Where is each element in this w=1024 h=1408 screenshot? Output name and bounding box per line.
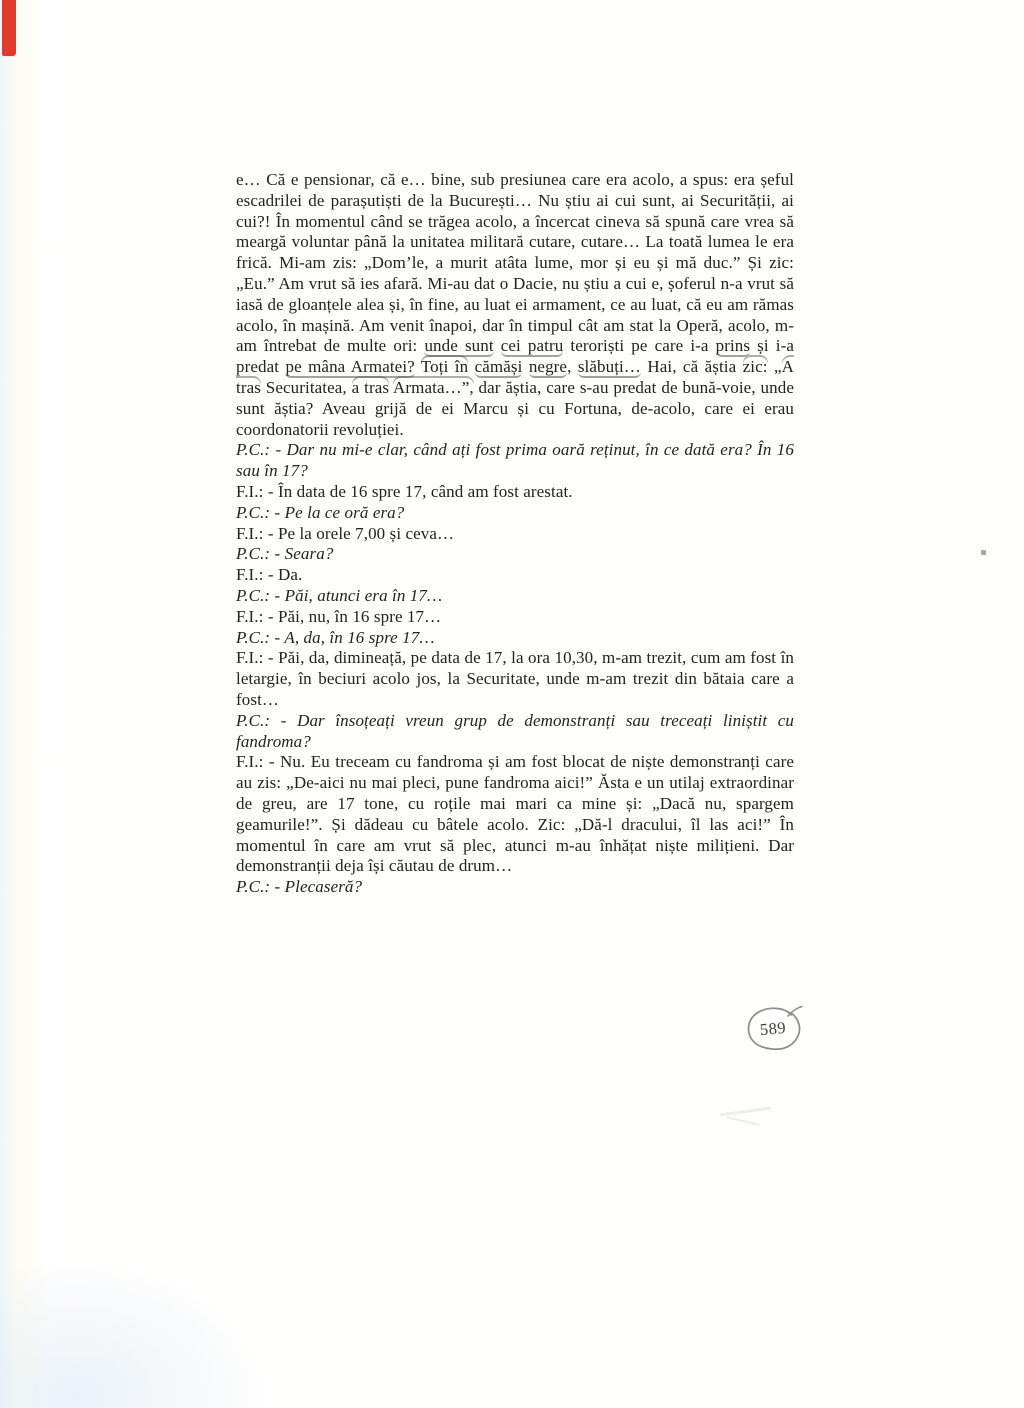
paragraph bbox=[236, 711, 794, 753]
pencil-underlined-text: unde sunt bbox=[424, 336, 494, 356]
pencil-underlined-text: slăbuți… bbox=[577, 357, 641, 377]
text-run: P.C.: - A, da, în 16 spre 17… bbox=[236, 627, 435, 647]
text-run: e… Că e pensionar, că e… bine, sub presiunea care era acolo, a spus: era șeful escadrilei de parașutiști de la București… Nu știu ai cui sunt, ai Securității, ai cui?! În momentul când se trăgea acolo, a încercat cineva să spună care vrea să meargă voluntar până la unitatea militară cutare, cutare… La toată lumea le era frică. Mi-am zis: „Dom’le, a murit atâta lume, mor și eu și mă duc.” Și zic: „Eu.” Am vrut să ies afară. Mi-au dat o Dacie, nu știu a cui e, șoferul n-a vrut să iasă de gloanțele alea și, în fine, au luat ei armament, ce au luat, că eu am rămas acolo, în mașină. Am venit înapoi, dar în timpul cât am stat la Operă, acolo, m-am întrebat de multe ori: bbox=[236, 170, 794, 356]
pencil-underlined-text: negre bbox=[528, 357, 568, 377]
text-run: Hai, că ăștia bbox=[640, 357, 743, 377]
text-run: F.I.: - Nu. Eu treceam cu fandroma și am fost blocat de niște demonstranți care au zis: „De-aici nu mai pleci, pune fandroma aici!” Ăsta e un utilaj extraordinar de greu, are 17 tone, cu roțile mai mari ca mine și: „Dacă nu, spargem geamurile!”. Și dădeau cu bâtele acolo. Zic: „Dă-l dracului, îl las aci!” În momentul în care am vrut să plec, atunci m-au înhățat niște milițieni. Dar demonstranții deja își căutau de drum… bbox=[236, 752, 794, 876]
pencil-underlined-text: cei patru bbox=[500, 336, 564, 356]
red-edge-mark bbox=[2, 0, 16, 56]
text-run: teroriști pe care i-a bbox=[563, 336, 716, 356]
text-run: P.C.: - Păi, atunci era în 17… bbox=[236, 585, 443, 605]
text-run: P.C.: - Dar nu mi-e clar, când ați fost prima oară reținut, în ce dată era? În 16 sau în 17? bbox=[236, 440, 794, 481]
pencil-underlined-text: pe mâna Armatei? bbox=[285, 357, 415, 377]
paragraph bbox=[236, 752, 794, 877]
text-run bbox=[494, 336, 501, 355]
text-run: Securitatea, bbox=[260, 377, 352, 397]
text-run: „ bbox=[767, 357, 782, 377]
text-run: dar ăștia, care s-au predat de bună-voie, unde sunt ăștia? Aveau grijă de ei Marcu și cu Fortuna, de-acolo, care ei erau coordonatorii revoluției. bbox=[236, 377, 794, 439]
pencil-underlined-text: cămăși bbox=[474, 357, 523, 377]
pencil-overlined-text: zic: bbox=[742, 357, 768, 377]
scan-corner-smudge bbox=[0, 1258, 270, 1408]
faint-pencil-smudge bbox=[712, 1098, 792, 1138]
paragraph bbox=[236, 628, 794, 649]
paragraph bbox=[236, 565, 794, 586]
page-number-stamp bbox=[744, 1002, 808, 1058]
pencil-overlined-text: a tras bbox=[351, 377, 390, 397]
paragraph bbox=[236, 607, 794, 628]
pencil-overlined-text: Armata…”, bbox=[393, 377, 474, 397]
pencil-underlined-text: prins bbox=[715, 336, 751, 356]
paragraph bbox=[236, 503, 794, 524]
text-run: P.C.: - Seara? bbox=[236, 544, 334, 564]
text-run bbox=[522, 357, 528, 376]
paragraph bbox=[236, 170, 794, 440]
text-run: P.C.: - Dar însoțeați vreun grup de demonstranți sau treceați liniștit cu fandroma? bbox=[236, 710, 794, 751]
page-text bbox=[236, 170, 794, 898]
pencil-overlined-text: Toți în bbox=[420, 357, 469, 377]
text-run: , bbox=[567, 357, 578, 377]
paragraph bbox=[236, 524, 794, 545]
paragraph bbox=[236, 648, 794, 710]
paragraph bbox=[236, 586, 794, 607]
text-run: F.I.: - Păi, da, dimineață, pe data de 17, la ora 10,30, m-am trezit, cum am fost în letargie, în beciuri acolo jos, la Securitate, unde m-am trezit din bătaia care a fost… bbox=[236, 648, 794, 709]
paragraph bbox=[236, 482, 794, 503]
text-run: F.I.: - Păi, nu, în 16 spre 17… bbox=[236, 606, 442, 626]
text-run: F.I.: - În data de 16 spre 17, când am fost arestat. bbox=[236, 481, 573, 501]
text-run bbox=[468, 357, 474, 376]
pencil-overlined-text: A tras bbox=[236, 357, 794, 397]
text-run: și i-a predat bbox=[236, 336, 794, 377]
scan-edge-tint bbox=[0, 0, 48, 1408]
text-run: F.I.: - Pe la orele 7,00 și ceva… bbox=[236, 523, 455, 543]
text-run bbox=[415, 357, 421, 376]
text-run: P.C.: - Pe la ce oră era? bbox=[236, 502, 405, 522]
text-run: F.I.: - Da. bbox=[236, 565, 303, 585]
paragraph bbox=[236, 440, 794, 482]
paragraph bbox=[236, 877, 794, 898]
paragraph bbox=[236, 544, 794, 565]
page-number: 589 bbox=[759, 1017, 787, 1040]
text-run: P.C.: - Plecaseră? bbox=[236, 877, 363, 897]
scan-speck bbox=[981, 550, 986, 555]
